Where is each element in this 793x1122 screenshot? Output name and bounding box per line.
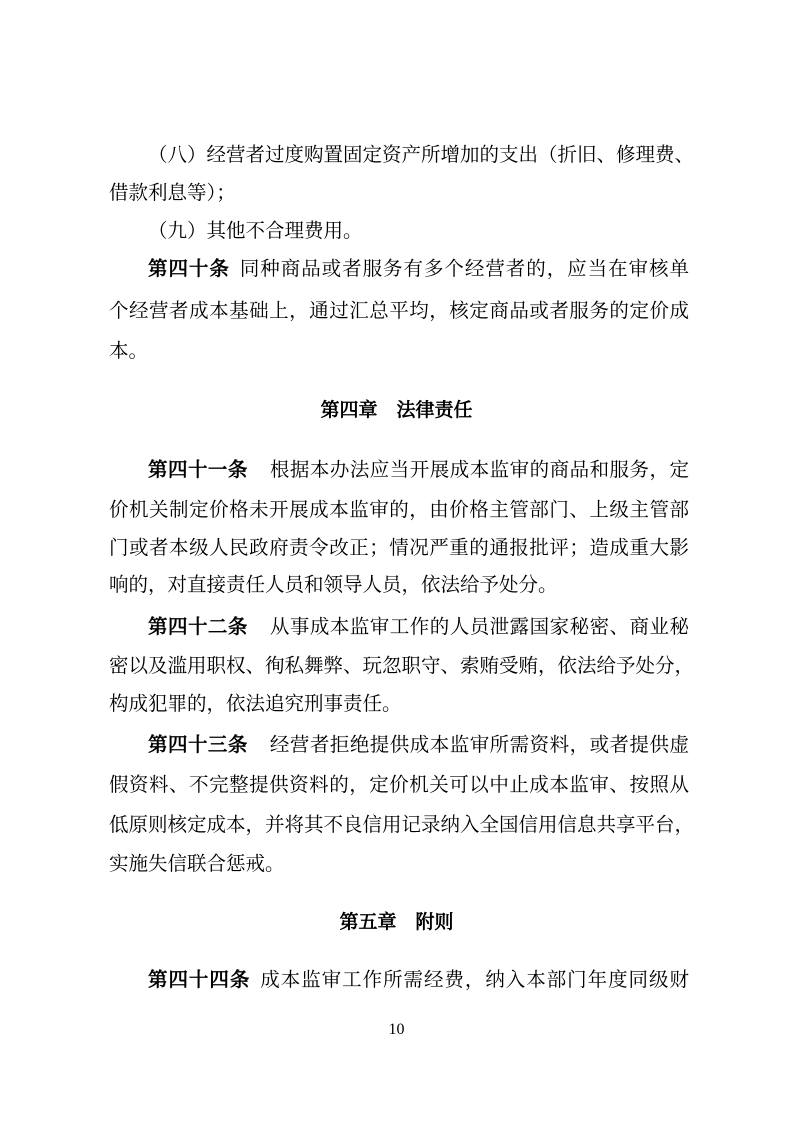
article-40-line-1 <box>148 255 689 283</box>
page-number: 10 <box>388 1021 405 1038</box>
chapter-5-heading: 第五章 附则 <box>339 911 454 933</box>
article-41-text-1: 根据本办法应当开展成本监审的商品和服务，定 <box>269 458 689 481</box>
article-42-line-3: 构成犯罪的，依法追究刑事责任。 <box>109 692 402 715</box>
article-41-label: 第四十一条 <box>148 458 248 481</box>
item-8-line-2: 借款利息等）； <box>109 181 236 204</box>
article-40-line-3: 本。 <box>109 339 149 362</box>
article-43-line-3: 低原则核定成本，并将其不良信用记录纳入全国信用信息共享平台， <box>109 813 695 836</box>
article-41-line-4: 响的，对直接责任人员和领导人员，依法给予处分。 <box>109 573 558 596</box>
article-40-text-1: 同种商品或者服务有多个经营者的，应当在审核单 <box>239 257 689 280</box>
article-44-label: 第四十四条 <box>148 968 251 991</box>
article-44-text-1: 成本监审工作所需经费，纳入本部门年度同级财 <box>260 968 689 991</box>
article-43-line-1 <box>148 731 689 759</box>
article-42-text-1: 从事成本监审工作的人员泄露国家秘密、商业秘 <box>269 615 689 638</box>
article-41-line-1 <box>148 456 689 484</box>
article-43-line-2: 假资料、不完整提供资料的，定价机关可以中止成本监审、按照从 <box>109 773 689 796</box>
article-44-line-1 <box>148 966 689 994</box>
article-41-line-2: 价机关制定价格未开展成本监审的，由价格主管部门、上级主管部 <box>109 498 689 521</box>
article-43-label: 第四十三条 <box>148 733 248 756</box>
article-42-line-1 <box>148 613 689 641</box>
item-9-line: （九）其他不合理费用。 <box>148 219 363 242</box>
article-43-line-4: 实施失信联合惩戒。 <box>109 852 285 875</box>
article-41-line-3: 门或者本级人民政府责令改正；情况严重的通报批评；造成重大影 <box>109 536 689 559</box>
article-40-label: 第四十条 <box>148 257 230 280</box>
article-42-line-2: 密以及滥用职权、徇私舞弊、玩忽职守、索贿受贿，依法给予处分， <box>109 654 695 677</box>
article-43-text-1: 经营者拒绝提供成本监审所需资料，或者提供虚 <box>269 733 689 756</box>
chapter-4-heading: 第四章 法律责任 <box>320 399 473 421</box>
item-8-line-1: （八）经营者过度购置固定资产所增加的支出（折旧、修理费、 <box>148 143 695 166</box>
article-42-label: 第四十二条 <box>148 615 248 638</box>
article-40-line-2: 个经营者成本基础上，通过汇总平均，核定商品或者服务的定价成 <box>109 299 689 322</box>
